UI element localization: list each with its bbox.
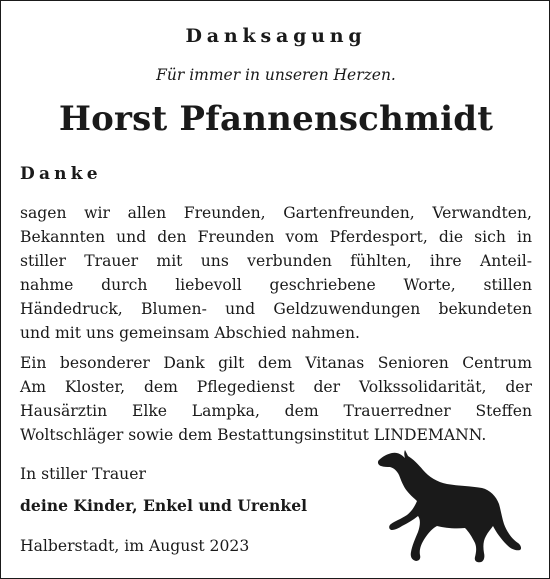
paragraph-line: Hausärztin Elke Lampka, dem Trauerredner Steffen [20, 402, 532, 420]
signature-line: deine Kinder, Enkel und Urenkel [20, 496, 308, 515]
paragraph-line: Ein besonderer Dank gilt dem Vitanas Senioren Centrum [20, 354, 532, 372]
paragraph-line: nahme durch liebevoll geschriebene Worte, stillen [20, 276, 532, 294]
deceased-name: Horst Pfannenschmidt [58, 99, 494, 139]
notice-motto: Für immer in unseren Herzen. [156, 66, 396, 84]
paragraph-line: stiller Trauer mit uns verbunden fühlten, ihre Anteil- [20, 252, 532, 270]
paragraph-line: Händedruck, Blumen- und Geldzuwendungen bekundeten [20, 300, 532, 318]
closing-line: In stiller Trauer [20, 465, 146, 483]
place-date: Halberstadt, im August 2023 [20, 537, 250, 555]
paragraph-line: Bekannten und den Freunden vom Pferdesport, die sich in [20, 228, 532, 246]
thanks-paragraph-1 [20, 201, 532, 345]
paragraph-line: Am Kloster, dem Pflegedienst der Volkssolidarität, der [20, 378, 532, 396]
thanks-word: Danke [20, 164, 102, 184]
paragraph-line: und mit uns gemeinsam Abschied nahmen. [20, 324, 360, 342]
thanks-paragraph-2 [20, 351, 532, 447]
horse-silhouette-icon [375, 444, 525, 568]
paragraph-line: sagen wir allen Freunden, Gartenfreunden, Verwandten, [20, 204, 532, 222]
notice-heading: Danksagung [185, 25, 367, 47]
paragraph-line: Woltschläger sowie dem Bestattungsinstitut LINDEMANN. [20, 426, 487, 444]
